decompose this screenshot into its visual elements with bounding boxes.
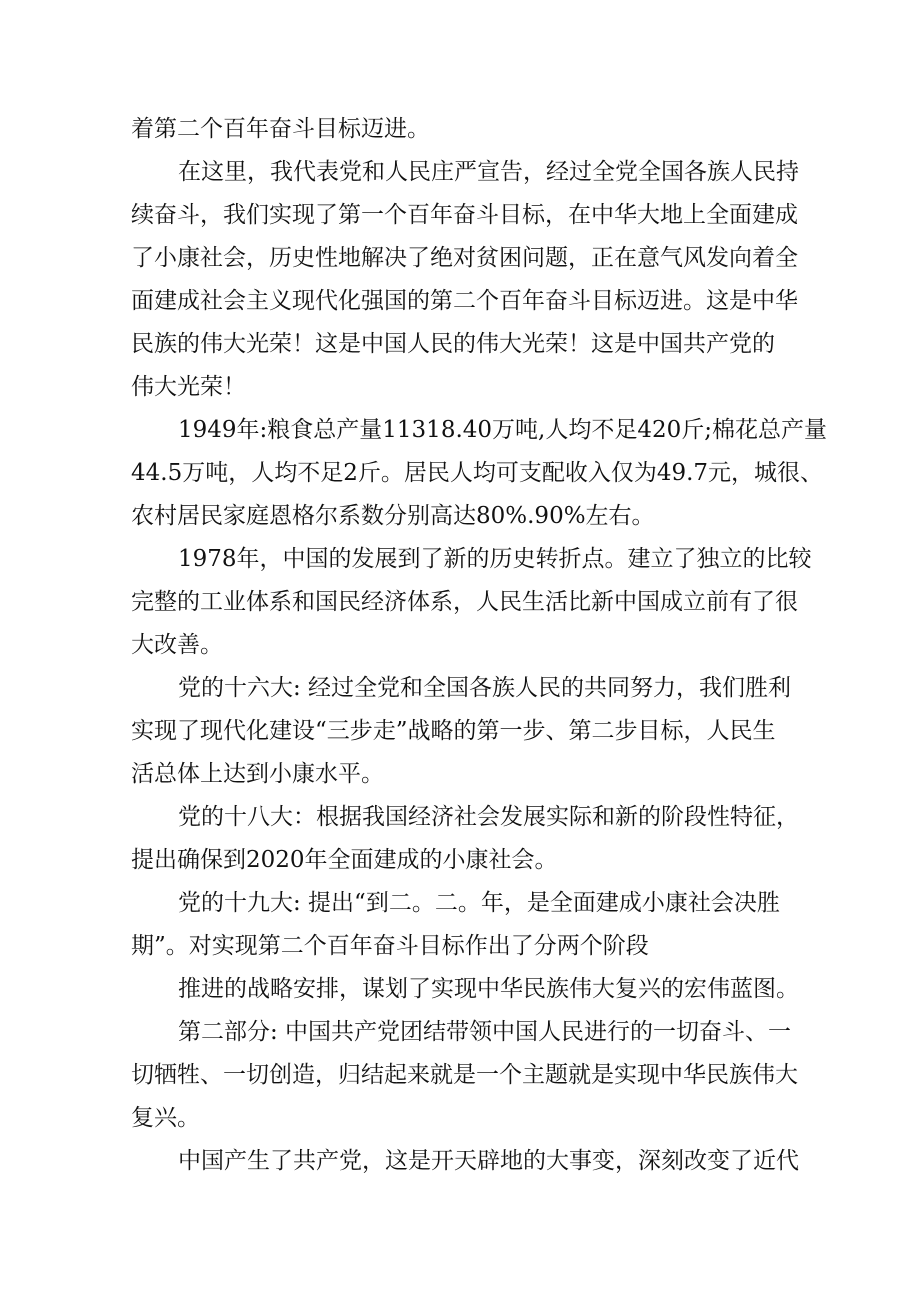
text-line: 续奋斗，我们实现了第一个百年奋斗目标，在中华大地上全面建成 [131, 202, 798, 228]
text-line: 在这里，我代表党和人民庄严宣告，经过全党全国各族人民持 [178, 159, 799, 185]
text-line: 着第二个百年奋斗目标迈进。 [131, 116, 430, 142]
text-line: 推进的战略安排，谋划了实现中华民族伟大复兴的宏伟蓝图。 [178, 976, 799, 1002]
text-line: 切牺牲、一切创造，归结起来就是一个主题就是实现中华民族伟大 [131, 1062, 798, 1088]
text-line: 复兴。 [131, 1105, 200, 1131]
text-line: 民族的伟大光荣！这是中国人民的伟大光荣！这是中国共产党的 [131, 331, 775, 357]
text-line: 党的十九大: 提出“到二。二。年，是全面建成小康社会决胜 [178, 890, 780, 916]
text-line: 伟大光荣！ [131, 374, 246, 400]
text-line: 1949年:粮食总产量11318.40万吨,人均不足420斤;棉花总产量 [178, 417, 827, 443]
text-line: 实现了现代化建设“三步走”战略的第一步、第二步目标，人民生 [131, 718, 776, 744]
text-line: 党的十八大：根据我国经济社会发展实际和新的阶段性特征， [178, 804, 799, 830]
text-line: 第二部分: 中国共产党团结带领中国人民进行的一切奋斗、一 [178, 1019, 792, 1045]
text-line: 农村居民家庭恩格尔系数分别高达80%.90%左右。 [131, 503, 655, 529]
text-line: 党的十六大: 经过全党和全国各族人民的共同努力，我们胜利 [178, 675, 792, 701]
text-line: 活总体上达到小康水平。 [131, 761, 384, 787]
text-line: 面建成社会主义现代化强国的第二个百年奋斗目标迈进。这是中华 [131, 288, 798, 314]
text-line: 了小康社会，历史性地解决了绝对贫困问题，正在意气风发向着全 [131, 245, 798, 271]
body-text [131, 108, 827, 1183]
text-line: 期”。对实现第二个百年奋斗目标作出了分两个阶段 [131, 933, 649, 959]
text-line: 提出确保到2020年全面建成的小康社会。 [131, 847, 558, 873]
text-line: 完整的工业体系和国民经济体系，人民生活比新中国成立前有了很 [131, 589, 798, 615]
text-line: 中国产生了共产党，这是开天辟地的大事变，深刻改变了近代 [178, 1148, 799, 1174]
text-line: 1978年，中国的发展到了新的历史转折点。建立了独立的比较 [178, 546, 812, 572]
text-line: 44.5万吨，人均不足2斤。居民人均可支配收入仅为49.7元，城很、 [131, 460, 824, 486]
text-line: 大改善。 [131, 632, 223, 658]
